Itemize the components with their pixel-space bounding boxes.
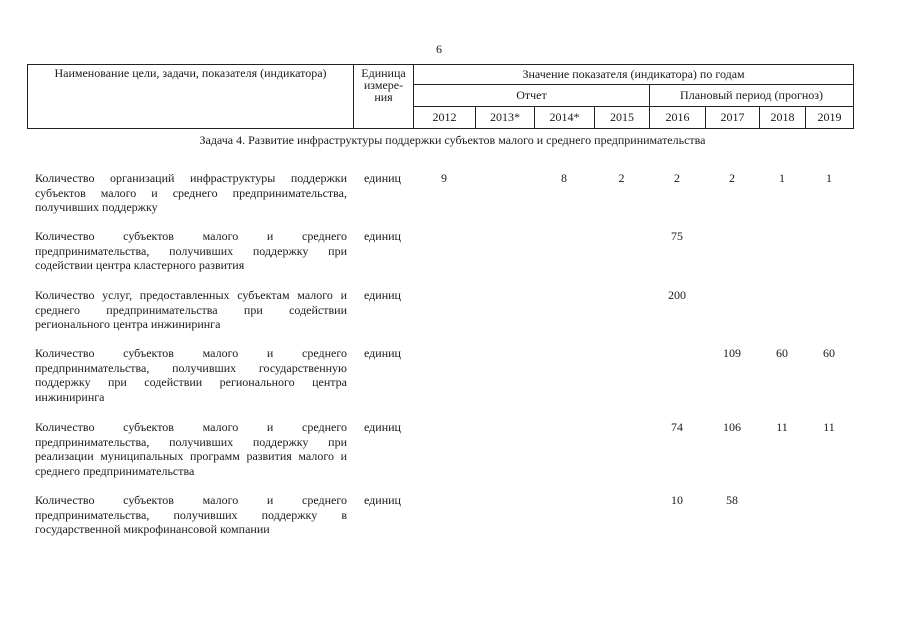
header-values-column: Значение показателя (индикатора) по годам: [414, 65, 854, 85]
value-2016: 2: [674, 171, 680, 185]
indicator-unit: единиц: [364, 493, 401, 507]
value-2019: 60: [823, 346, 835, 360]
value-2015: 2: [618, 171, 625, 185]
page-number: 6: [436, 42, 442, 56]
header-year: 2018: [760, 107, 806, 129]
header-year: 2019: [806, 107, 854, 129]
header-year: 2012: [414, 107, 476, 129]
value-2016: 200: [668, 288, 686, 302]
header-year: 2014*: [535, 107, 595, 129]
header-plan: Плановый период (прогноз): [650, 85, 854, 107]
indicator-unit: единиц: [364, 229, 401, 243]
value-2017: 106: [723, 420, 741, 434]
header-name-column: Наименование цели, задачи, показателя (индикатора): [28, 65, 354, 129]
indicator-name: Количество субъектов малого и среднего предпринимательства, получивших поддержку в государственной микрофинансовой компании: [35, 493, 347, 536]
value-2019: 11: [823, 420, 835, 434]
header-year: 2013*: [476, 107, 535, 129]
header-report: Отчет: [414, 85, 650, 107]
indicator-table-header: [27, 64, 854, 129]
indicator-name: Количество субъектов малого и среднего предпринимательства, получивших государственную поддержку при содействии регионального центра инжиниринга: [35, 346, 347, 404]
indicator-unit: единиц: [364, 171, 401, 185]
header-year: 2015: [595, 107, 650, 129]
header-unit-column: Единица измере-ния: [354, 65, 414, 129]
value-2019: 1: [826, 171, 832, 185]
indicator-name: Количество услуг, предоставленных субъектам малого и среднего предпринимательства при содействии регионального центра инжиниринга: [35, 288, 347, 331]
indicator-name: Количество субъектов малого и среднего предпринимательства, получивших поддержку при содействии центра кластерного развития: [35, 229, 347, 272]
header-year: 2017: [706, 107, 760, 129]
indicator-name: Количество организаций инфраструктуры поддержки субъектов малого и среднего предпринимательства, получивших поддержку: [35, 171, 347, 214]
value-2017: 58: [726, 493, 738, 507]
value-2017: 2: [729, 171, 735, 185]
value-2018: 11: [776, 420, 788, 434]
value-2016: 75: [671, 229, 683, 243]
indicator-unit: единиц: [364, 346, 401, 360]
header-year: 2016: [650, 107, 706, 129]
indicator-unit: единиц: [364, 420, 401, 434]
value-2016: 10: [671, 493, 683, 507]
value-2017: 109: [723, 346, 741, 360]
value-2012: 9: [441, 171, 447, 185]
value-2018: 60: [776, 346, 788, 360]
indicator-unit: единиц: [364, 288, 401, 302]
value-2018: 1: [779, 171, 785, 185]
indicator-name: Количество субъектов малого и среднего предпринимательства, получивших поддержку при реализации муниципальных программ развития малого и среднего предпринимательства: [35, 420, 347, 478]
task-title: Задача 4. Развитие инфраструктуры поддержки субъектов малого и среднего предпринимательства: [199, 133, 706, 147]
value-2014: 8: [561, 171, 567, 185]
value-2016: 74: [671, 420, 683, 434]
